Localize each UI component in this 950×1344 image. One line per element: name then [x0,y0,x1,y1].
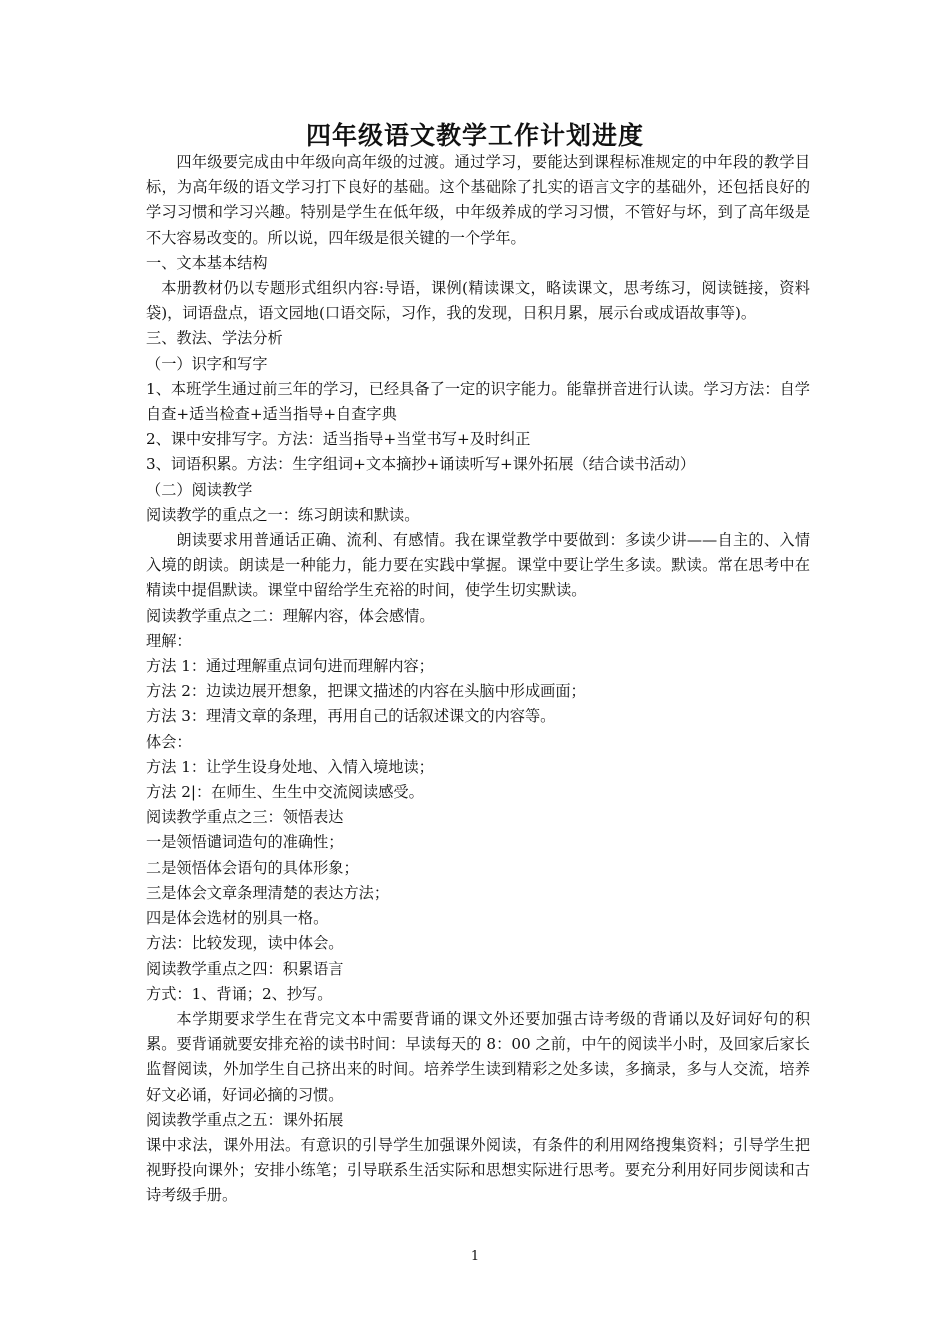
structure-paragraph: 本册教材仍以专题形式组织内容:导语，课例(精读课文，略读课文，思考练习，阅读链接，资料袋)，词语盘点，语文园地(口语交际，习作，我的发现，日积月累，展示台或成语故事等)。 [146,279,810,323]
method-line: 方法 3：理清文章的条理，再用自己的话叙述课文的内容等。 [146,707,556,726]
list-item: 3、词语积累。方法：生字组词+文本摘抄+诵读听写+课外拓展（结合读书活动） [146,455,696,474]
list-line: 三是体会文章条理清楚的表达方法； [146,883,389,902]
focus-heading: 阅读教学重点之五：课外拓展 [146,1110,344,1129]
list-line: 二是领悟体会语句的具体形象； [146,858,359,877]
subsection-heading: （二）阅读教学 [146,480,253,499]
method-line: 方法 1：让学生设身处地、入情入境地读； [146,757,434,776]
page-number: 1 [470,1249,480,1264]
focus-heading: 阅读教学重点之二：理解内容，体会感情。 [146,606,435,625]
reading-paragraph: 朗读要求用普通话正确、流利、有感情。我在课堂教学中要做到：多读少讲——自主的、入情入境的朗读。朗读是一种能力，能力要在实践中掌握。课堂中要让学生多读。默读。常在思考中在精读中提倡默读。课堂中留给学生充裕的时间，使学生切实默读。 [146,531,810,600]
focus-heading: 阅读教学重点之四：积累语言 [146,959,344,978]
method-line: 方式：1、背诵；2、抄写。 [146,984,333,1003]
method-line: 方法 2：边读边展开想象，把课文描述的内容在头脑中形成画面； [146,682,586,701]
intro-paragraph: 四年级要完成由中年级向高年级的过渡。通过学习，要能达到课程标准规定的中年段的教学目标，为高年级的语文学习打下良好的基础。这个基础除了扎实的语言文字的基础外，还包括良好的学习习惯和学习兴趣。特别是学生在低年级，中年级养成的学习习惯，不管好与坏，到了高年级是不大容易改变的。所以说，四年级是很关键的一个学年。 [146,153,810,247]
label-line: 体会： [146,732,192,751]
method-line: 方法 2|：在师生、生生中交流阅读感受。 [146,783,424,802]
list-line: 一是领悟谴词造句的准确性； [146,833,344,852]
label-line: 理解： [146,631,192,650]
method-line: 方法：比较发现，读中体会。 [146,934,344,953]
subsection-heading: （一）识字和写字 [146,354,268,373]
list-item: 2、课中安排写字。方法：适当指导+当堂书写+及时纠正 [146,430,531,449]
list-line: 四是体会选材的别具一格。 [146,909,329,928]
section-heading: 三、教法、学法分析 [146,329,283,348]
focus-heading: 阅读教学的重点之一：练习朗读和默读。 [146,505,420,524]
focus-heading: 阅读教学重点之三：领悟表达 [146,808,344,827]
document-title: 四年级语文教学工作计划进度 [305,121,644,150]
extension-paragraph: 课中求法，课外用法。有意识的引导学生加强课外阅读，有条件的利用网络搜集资料；引导学生把视野投向课外；安排小练笔；引导联系生活实际和思想实际进行思考。要充分利用好同步阅读和古诗考级手册。 [146,1135,810,1205]
method-line: 方法 1：通过理解重点词句进而理解内容； [146,657,434,676]
document-body [146,150,810,1209]
list-item: 1、本班学生通过前三年的学习，已经具备了一定的识字能力。能靠拼音进行认读。学习方法：自学自查+适当检查+适当指导+自查字典 [146,379,810,424]
section-heading: 一、文本基本结构 [146,253,268,272]
accumulation-paragraph: 本学期要求学生在背完文本中需要背诵的课文外还要加强古诗考级的背诵以及好词好句的积累。要背诵就要安排充裕的读书时间：早读每天的 8：00 之前，中午的阅读半小时，及回家后家长监督阅读，外加学生自己挤出来的时间。培养学生读到精彩之处多读，多摘录，多与人交流，培养好文必诵，好词必摘的习惯。 [146,1009,810,1104]
